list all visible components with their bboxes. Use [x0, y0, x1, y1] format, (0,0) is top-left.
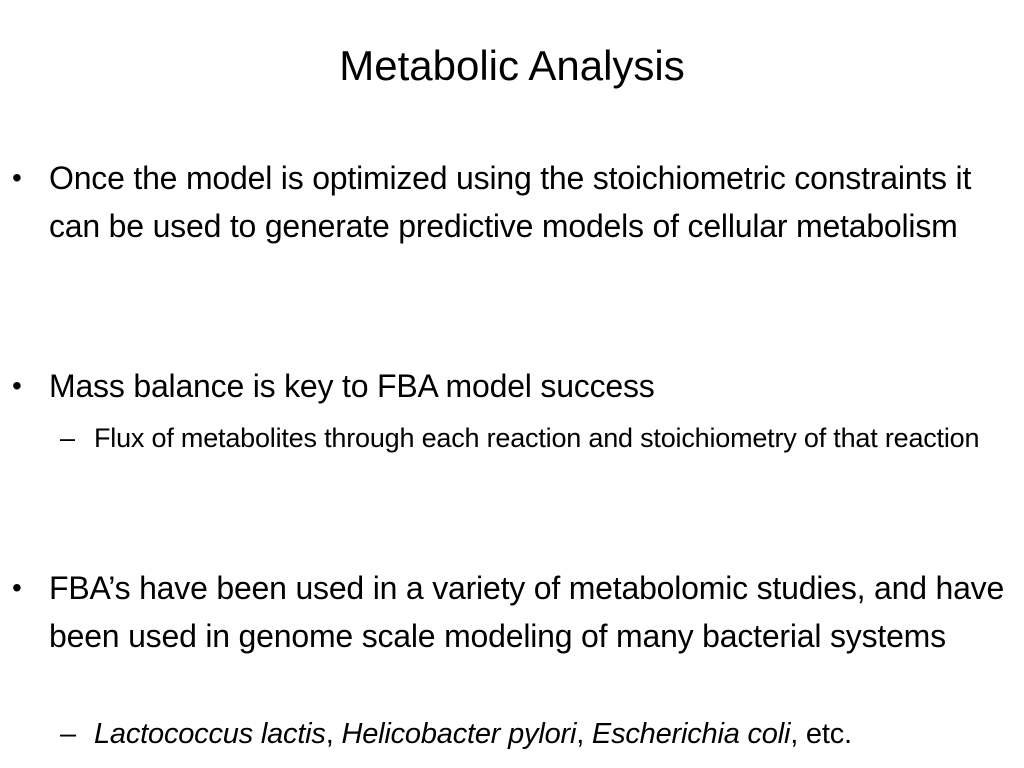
species-helicobacter: Helicobacter pylori — [341, 718, 577, 750]
species-separator: , — [325, 718, 342, 750]
sub-bullet-2 — [60, 417, 1010, 460]
species-tail: , etc. — [790, 718, 852, 750]
bullet-marker: • — [12, 370, 22, 401]
bullet-marker: • — [12, 572, 22, 603]
sub-bullet-text — [94, 713, 1010, 756]
bullet-2 — [12, 362, 1012, 410]
species-separator: , — [576, 718, 592, 750]
slide-title: Metabolic Analysis — [339, 42, 685, 89]
sub-bullet-text: Flux of metabolites through each reaction and stoichiometry of that reaction — [94, 423, 980, 453]
species-escherichia: Escherichia coli — [591, 718, 791, 750]
bullet-marker: • — [12, 162, 22, 193]
bullet-text: Mass balance is key to FBA model success — [49, 368, 655, 404]
sub-bullet-marker: – — [60, 718, 76, 750]
bullet-text: Once the model is optimized using the stoichiometric constraints it can be used to generate predictive models of cellular metabolism — [49, 160, 972, 244]
bullet-1 — [12, 154, 1012, 250]
sub-bullet-marker: – — [60, 423, 75, 453]
species-lactococcus: Lactococcus lactis — [94, 718, 326, 750]
bullet-3 — [12, 564, 1012, 660]
sub-bullet-3 — [60, 713, 1010, 756]
bullet-text: FBA’s have been used in a variety of metabolomic studies, and have been used in genome scale modeling of many bacterial systems — [49, 570, 1005, 654]
